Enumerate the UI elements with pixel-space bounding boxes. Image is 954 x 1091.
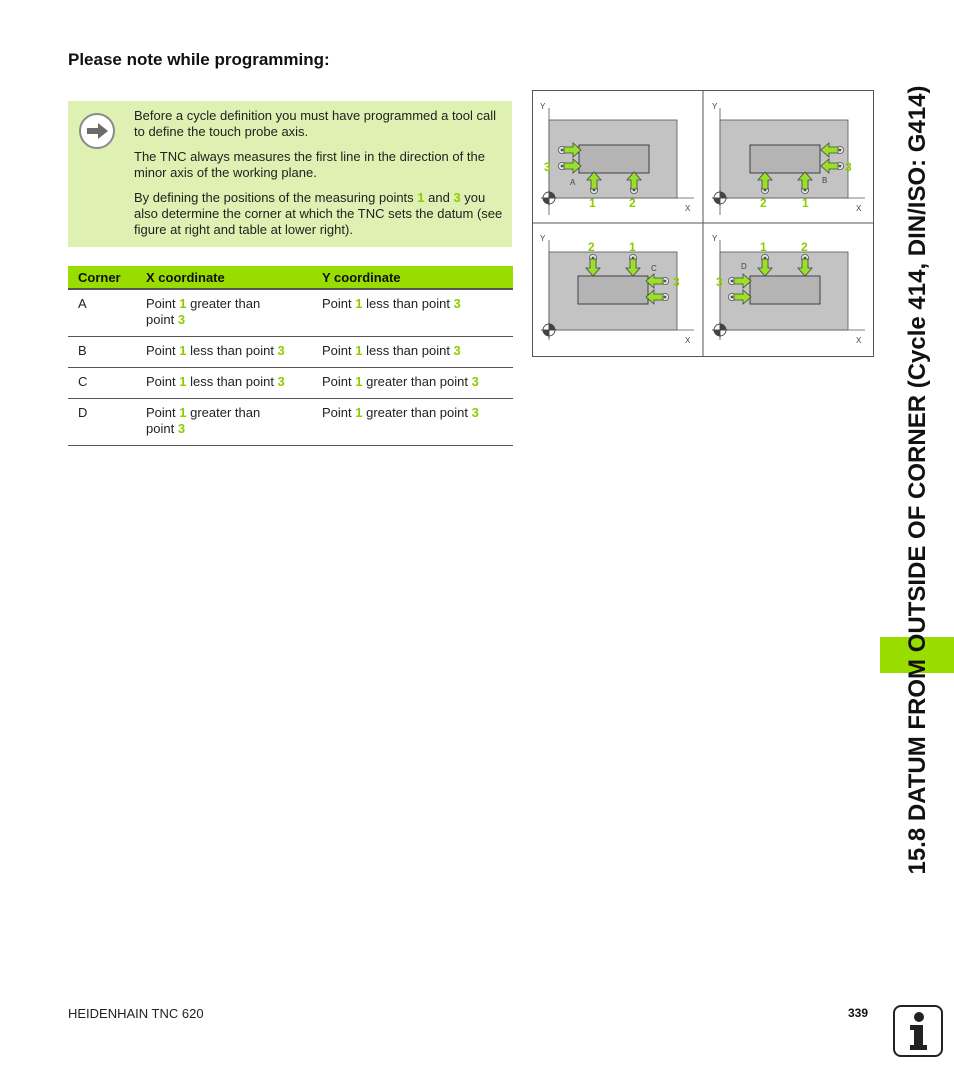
- cell-x: Point 1 less than point 3: [136, 368, 312, 399]
- point-label: 2: [629, 196, 636, 210]
- table-row: [68, 399, 513, 446]
- corner-table: [68, 266, 513, 446]
- note-paragraph-2: The TNC always measures the first line in the direction of the minor axis of the working plane.: [134, 149, 485, 180]
- page-number: 339: [848, 1006, 869, 1020]
- table-row: [68, 337, 513, 368]
- note-box: [68, 101, 512, 247]
- corner-label: D: [741, 262, 747, 271]
- y-axis-label: Y: [540, 234, 546, 243]
- point-label: 3: [673, 275, 680, 289]
- cell-x: Point 1 less than point 3: [136, 337, 312, 368]
- cell-y: Point 1 less than point 3: [312, 337, 513, 368]
- x-axis-label: X: [856, 336, 862, 345]
- point-label: 2: [760, 196, 767, 210]
- point-label: 3: [845, 160, 852, 174]
- cell-x: Point 1 greater than point 3: [136, 289, 312, 337]
- cell-corner: D: [68, 399, 136, 446]
- point-label: 1: [760, 240, 767, 254]
- corner-figure: [532, 90, 874, 357]
- y-axis-label: Y: [540, 102, 546, 111]
- table-row: [68, 289, 513, 337]
- point-label: 1: [629, 240, 636, 254]
- side-title-text: 15.8 DATUM FROM OUTSIDE OF CORNER (Cycle 414, DIN/ISO: G414): [904, 85, 931, 875]
- note-text: [134, 108, 504, 247]
- section-heading: Please note while programming:: [68, 50, 330, 69]
- point-label: 3: [716, 275, 723, 289]
- arrow-right-icon: [79, 113, 115, 149]
- note-paragraph-1: Before a cycle definition you must have programmed a tool call to define the touch probe axis.: [134, 108, 497, 139]
- point-label: 2: [588, 240, 595, 254]
- point-label: 1: [802, 196, 809, 210]
- table-row: [68, 368, 513, 399]
- corner-label: B: [822, 176, 828, 185]
- cell-corner: C: [68, 368, 136, 399]
- cell-y: Point 1 less than point 3: [312, 289, 513, 337]
- header-x-coordinate: X coordinate: [136, 266, 312, 289]
- y-axis-label: Y: [712, 102, 718, 111]
- x-axis-label: X: [685, 204, 691, 213]
- header-corner: Corner: [68, 266, 136, 289]
- note-paragraph-3: By defining the positions of the measuring points 1 and 3 you also determine the corner at which the TNC sets the datum (see figure at right and table at lower right).: [134, 190, 503, 237]
- point-label: 3: [544, 160, 551, 174]
- point-label: 2: [801, 240, 808, 254]
- cell-corner: A: [68, 289, 136, 337]
- corner-label: A: [570, 178, 576, 187]
- point-label: 1: [589, 196, 596, 210]
- table-header-row: [68, 266, 513, 289]
- y-axis-label: Y: [712, 234, 718, 243]
- info-icon: [893, 1005, 943, 1057]
- x-axis-label: X: [685, 336, 691, 345]
- corner-label: C: [651, 264, 657, 273]
- cell-y: Point 1 greater than point 3: [312, 399, 513, 446]
- x-axis-label: X: [856, 204, 862, 213]
- cell-x: Point 1 greater than point 3: [136, 399, 312, 446]
- footer-product: HEIDENHAIN TNC 620: [68, 1006, 204, 1021]
- cell-y: Point 1 greater than point 3: [312, 368, 513, 399]
- cell-corner: B: [68, 337, 136, 368]
- header-y-coordinate: Y coordinate: [312, 266, 513, 289]
